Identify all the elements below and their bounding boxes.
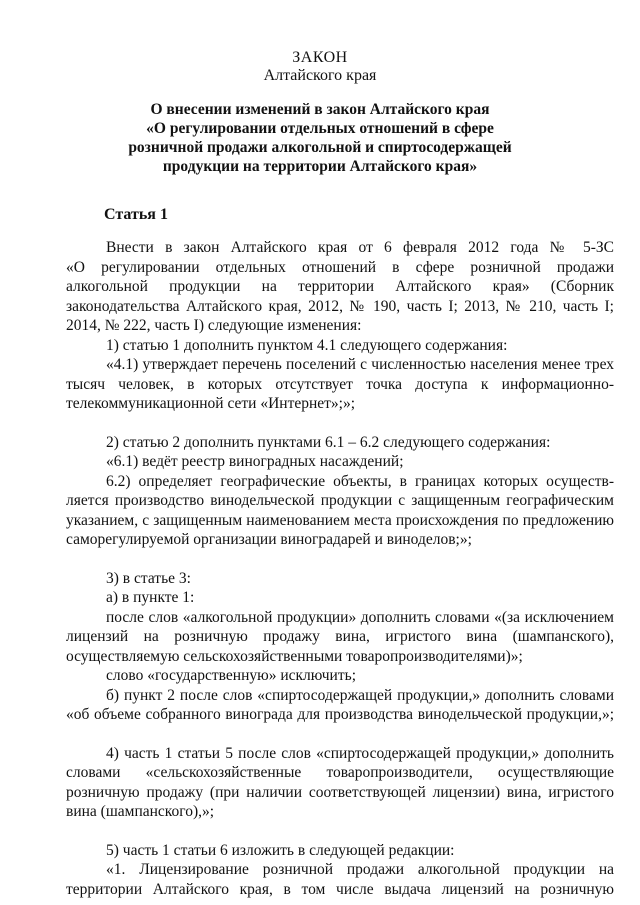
text-line: розничную продажу (при наличии соответствующей лицензии) вина, игристого	[66, 783, 614, 801]
text-line: телекоммуникационной сети «Интернет»;»;	[66, 395, 356, 412]
text-line: словами «сельскохозяйственные товаропроизводители, осуществляющие	[66, 764, 614, 781]
article-title: Статья 1	[104, 206, 168, 223]
text-line: Внести в закон Алтайского края от 6 февраля 2012 года № 5-ЗС	[106, 239, 614, 256]
subject-line: продукции на территории Алтайского края»	[162, 158, 478, 175]
subitem-heading: а) в пункте 1:	[106, 589, 195, 606]
law-subject-title	[60, 100, 580, 176]
article-body	[66, 238, 614, 899]
item-heading: 2) статью 2 дополнить пунктами 6.1 – 6.2 следующего содержания:	[106, 433, 551, 451]
law-heading: ЗАКОН	[292, 49, 348, 66]
text-line: алкогольной продукции на территории Алтайского края» (Сборник	[66, 278, 614, 295]
text-line: «6.1) ведёт реестр виноградных насаждений;	[106, 453, 404, 470]
text-line: вина (шампанского),»;	[66, 803, 215, 820]
text-line: 4) часть 1 статьи 5 после слов «спиртосодержащей продукции,» дополнить	[106, 744, 614, 762]
subject-line: О внесении изменений в закон Алтайского края	[150, 101, 490, 118]
text-line: законодательства Алтайского края, 2012, № 190, часть I; 2013, № 210, часть I;	[66, 297, 614, 315]
text-line: «об объеме собранного винограда для производства винодельческой продукции,»;	[66, 706, 614, 723]
text-line: слово «государственную» исключить;	[106, 667, 356, 684]
text-line: указанием, с защищенным наименованием места происхождения по предложению	[66, 511, 614, 529]
text-line: «О регулировании отдельных отношений в сфере розничной продажи	[66, 258, 614, 276]
text-line: б) пункт 2 после слов «спиртосодержащей продукции,» дополнить словами	[106, 686, 614, 704]
text-line: 2014, № 222, часть I) следующие изменения:	[66, 317, 362, 334]
item-heading: 3) в статье 3:	[106, 569, 191, 587]
subject-line: розничной продажи алкогольной и спиртосодержащей	[128, 139, 512, 156]
text-line: после слов «алкогольной продукции» дополнить словами «(за исключением	[106, 608, 614, 626]
text-line: тысяч человек, в которых отсутствует точка доступа к информационно-	[66, 375, 614, 393]
text-line: ляется производство винодельческой продукции с защищенным географическим	[66, 492, 614, 509]
item-heading: 5) часть 1 статьи 6 изложить в следующей редакции:	[106, 841, 455, 859]
subject-line: «О регулировании отдельных отношений в сфере	[146, 120, 494, 137]
text-line: осуществляемую сельскохозяйственными товаропроизводителями)»;	[66, 647, 523, 665]
region-heading: Алтайского края	[263, 67, 377, 84]
text-line: территории Алтайского края, в том числе выдача лицензий на розничную	[66, 880, 614, 898]
text-line: саморегулируемой организации виноградарей и виноделов;»;	[66, 531, 472, 548]
text-line: «4.1) утверждает перечень поселений с численностью населения менее трех	[106, 356, 614, 373]
text-line: 6.2) определяет географические объекты, в границах которых осуществ-	[106, 472, 614, 490]
text-line: лицензий на розничную продажу вина, игристого вина (шампанского),	[66, 628, 614, 645]
text-line: «1. Лицензирование розничной продажи алкогольной продукции на	[106, 861, 614, 878]
item-heading: 1) статью 1 дополнить пунктом 4.1 следующего содержания:	[106, 336, 508, 354]
